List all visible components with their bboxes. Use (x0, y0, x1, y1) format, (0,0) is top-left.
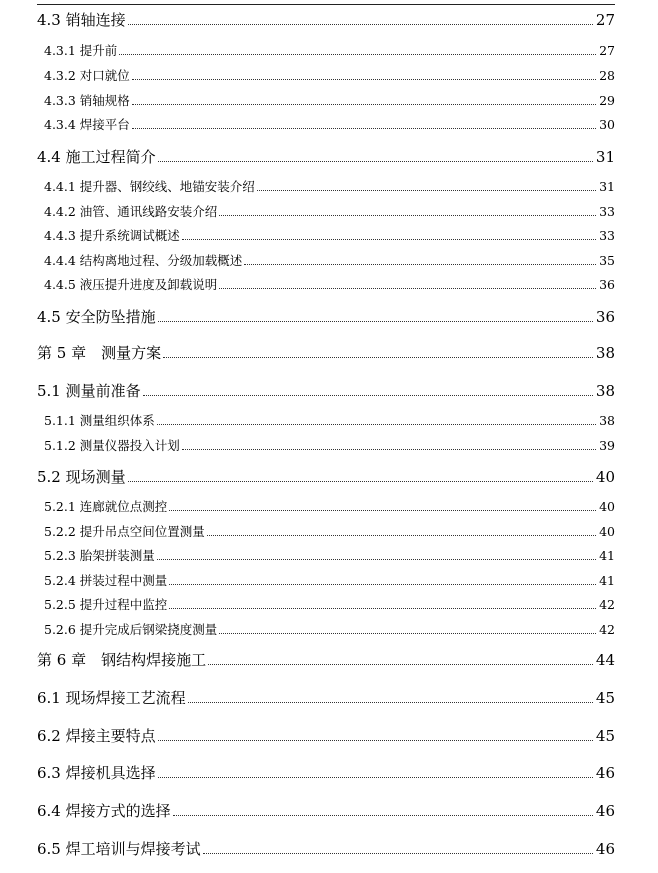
toc-leader-dots (182, 449, 596, 450)
toc-leader-dots (219, 288, 596, 289)
toc-entry-page: 42 (599, 622, 615, 637)
toc-entry-title: 4.4 施工过程简介 (37, 148, 156, 166)
toc-leader-dots (128, 481, 593, 482)
toc-leader-dots (173, 815, 593, 816)
toc-entry-title: 5.2.1 连廊就位点测控 (44, 499, 168, 514)
toc-entry[interactable] (37, 13, 615, 28)
toc-entry-page: 38 (595, 344, 615, 362)
toc-entry[interactable] (37, 384, 615, 399)
toc-entry-title: 6.2 焊接主要特点 (37, 727, 156, 745)
toc-entry-title: 4.3 销轴连接 (37, 11, 126, 29)
toc-leader-dots (157, 424, 596, 425)
toc-entry[interactable] (37, 346, 615, 361)
toc-entry-page: 46 (595, 764, 615, 782)
toc-leader-dots (119, 54, 596, 55)
toc-entry-title: 第 6 章 钢结构焊接施工 (37, 651, 207, 669)
toc-entry[interactable] (44, 230, 615, 243)
toc-entry-title: 4.4.2 油管、通讯线路安装介绍 (44, 204, 218, 219)
toc-leader-dots (203, 853, 593, 854)
toc-entry-title: 4.3.2 对口就位 (44, 68, 130, 83)
toc-entry-page: 46 (595, 802, 615, 820)
toc-leader-dots (158, 777, 593, 778)
toc-leader-dots (182, 239, 596, 240)
toc-entry[interactable] (37, 310, 615, 325)
toc-entry-page: 40 (599, 499, 615, 514)
toc-entry-title: 5.1.2 测量仪器投入计划 (44, 438, 180, 453)
toc-entry-page: 28 (599, 68, 615, 83)
toc-leader-dots (158, 321, 593, 322)
toc-entry-page: 36 (595, 308, 615, 326)
toc-entry[interactable] (44, 45, 615, 58)
toc-entry-page: 46 (595, 840, 615, 858)
toc-entry-page: 30 (599, 117, 615, 132)
toc-leader-dots (132, 104, 596, 105)
toc-entry[interactable] (44, 440, 615, 453)
toc-entry[interactable] (37, 691, 615, 706)
toc-leader-dots (169, 608, 596, 609)
toc-entry-page: 27 (595, 11, 615, 29)
toc-entry[interactable] (37, 150, 615, 165)
toc-leader-dots (244, 264, 596, 265)
toc-entry-title: 6.4 焊接方式的选择 (37, 802, 171, 820)
toc-leader-dots (219, 215, 596, 216)
toc-entry[interactable] (44, 70, 615, 83)
toc-leader-dots (128, 24, 593, 25)
toc-entry-page: 31 (595, 148, 615, 166)
toc-leader-dots (207, 535, 596, 536)
toc-entry[interactable] (44, 415, 615, 428)
toc-entry-title: 4.4.1 提升器、钢绞线、地锚安装介绍 (44, 179, 255, 194)
toc-entry-page: 45 (595, 689, 615, 707)
toc-entry-title: 5.2.5 提升过程中监控 (44, 597, 168, 612)
toc-entry-title: 4.4.5 液压提升进度及卸载说明 (44, 277, 218, 292)
toc-entry-page: 36 (599, 277, 615, 292)
toc-entry-title: 5.2 现场测量 (37, 468, 126, 486)
toc-entry-page: 33 (599, 228, 615, 243)
toc-leader-dots (257, 190, 596, 191)
toc-entry[interactable] (44, 255, 615, 268)
toc-entry[interactable] (37, 729, 615, 744)
toc-leader-dots (143, 395, 593, 396)
toc-entry[interactable] (37, 653, 615, 668)
toc-entry-page: 44 (595, 651, 615, 669)
toc-entry-title: 4.4.3 提升系统调试概述 (44, 228, 180, 243)
toc-entry-title: 5.2.3 胎架拼装测量 (44, 548, 155, 563)
toc-entry-page: 40 (599, 524, 615, 539)
toc-entry-page: 45 (595, 727, 615, 745)
toc-entry[interactable] (44, 279, 615, 292)
toc-entry[interactable] (44, 501, 615, 514)
toc-entry-title: 4.4.4 结构离地过程、分级加载概述 (44, 253, 243, 268)
toc-leader-dots (208, 664, 593, 665)
toc-entry-page: 38 (595, 382, 615, 400)
toc-leader-dots (219, 633, 596, 634)
toc-entry-page: 33 (599, 204, 615, 219)
toc-entry[interactable] (44, 95, 615, 108)
toc-leader-dots (188, 702, 593, 703)
toc-entry-page: 38 (599, 413, 615, 428)
toc-entry[interactable] (44, 119, 615, 132)
toc-leader-dots (157, 559, 596, 560)
toc-entry[interactable] (37, 842, 615, 857)
toc-leader-dots (169, 584, 596, 585)
toc-entry-page: 41 (599, 573, 615, 588)
toc-entry-title: 5.1 测量前准备 (37, 382, 141, 400)
toc-leader-dots (132, 79, 596, 80)
toc-entry-page: 41 (599, 548, 615, 563)
toc-entry[interactable] (44, 575, 615, 588)
toc-entry-page: 42 (599, 597, 615, 612)
toc-entry[interactable] (44, 624, 615, 637)
toc-entry-title: 5.1.1 测量组织体系 (44, 413, 155, 428)
toc-entry[interactable] (37, 804, 615, 819)
toc-leader-dots (158, 161, 593, 162)
toc-entry-title: 4.3.3 销轴规格 (44, 93, 130, 108)
toc-entry[interactable] (44, 550, 615, 563)
toc-entry-page: 35 (599, 253, 615, 268)
toc-entry-title: 6.5 焊工培训与焊接考试 (37, 840, 201, 858)
toc-entry[interactable] (37, 766, 615, 781)
toc-leader-dots (169, 510, 596, 511)
toc-entry[interactable] (37, 470, 615, 485)
toc-entry[interactable] (44, 526, 615, 539)
toc-entry-title: 6.1 现场焊接工艺流程 (37, 689, 186, 707)
toc-entry[interactable] (44, 181, 615, 194)
toc-entry-title: 5.2.4 拼装过程中测量 (44, 573, 168, 588)
toc-entry-title: 4.5 安全防坠措施 (37, 308, 156, 326)
toc-entry-title: 4.3.4 焊接平台 (44, 117, 130, 132)
toc-entry-title: 5.2.6 提升完成后钢梁挠度测量 (44, 622, 218, 637)
toc-leader-dots (132, 128, 596, 129)
toc-entry-page: 31 (599, 179, 615, 194)
toc-entry[interactable] (44, 206, 615, 219)
toc-leader-dots (163, 357, 593, 358)
toc-leader-dots (158, 740, 593, 741)
toc-entry-page: 39 (599, 438, 615, 453)
toc-entry-title: 6.3 焊接机具选择 (37, 764, 156, 782)
toc-entry-page: 27 (599, 43, 615, 58)
toc-entry[interactable] (44, 599, 615, 612)
toc-entry-page: 40 (595, 468, 615, 486)
toc-entry-page: 29 (599, 93, 615, 108)
toc-entry-title: 第 5 章 测量方案 (37, 344, 162, 362)
toc-entry-title: 5.2.2 提升吊点空间位置测量 (44, 524, 205, 539)
toc-entry-title: 4.3.1 提升前 (44, 43, 118, 58)
